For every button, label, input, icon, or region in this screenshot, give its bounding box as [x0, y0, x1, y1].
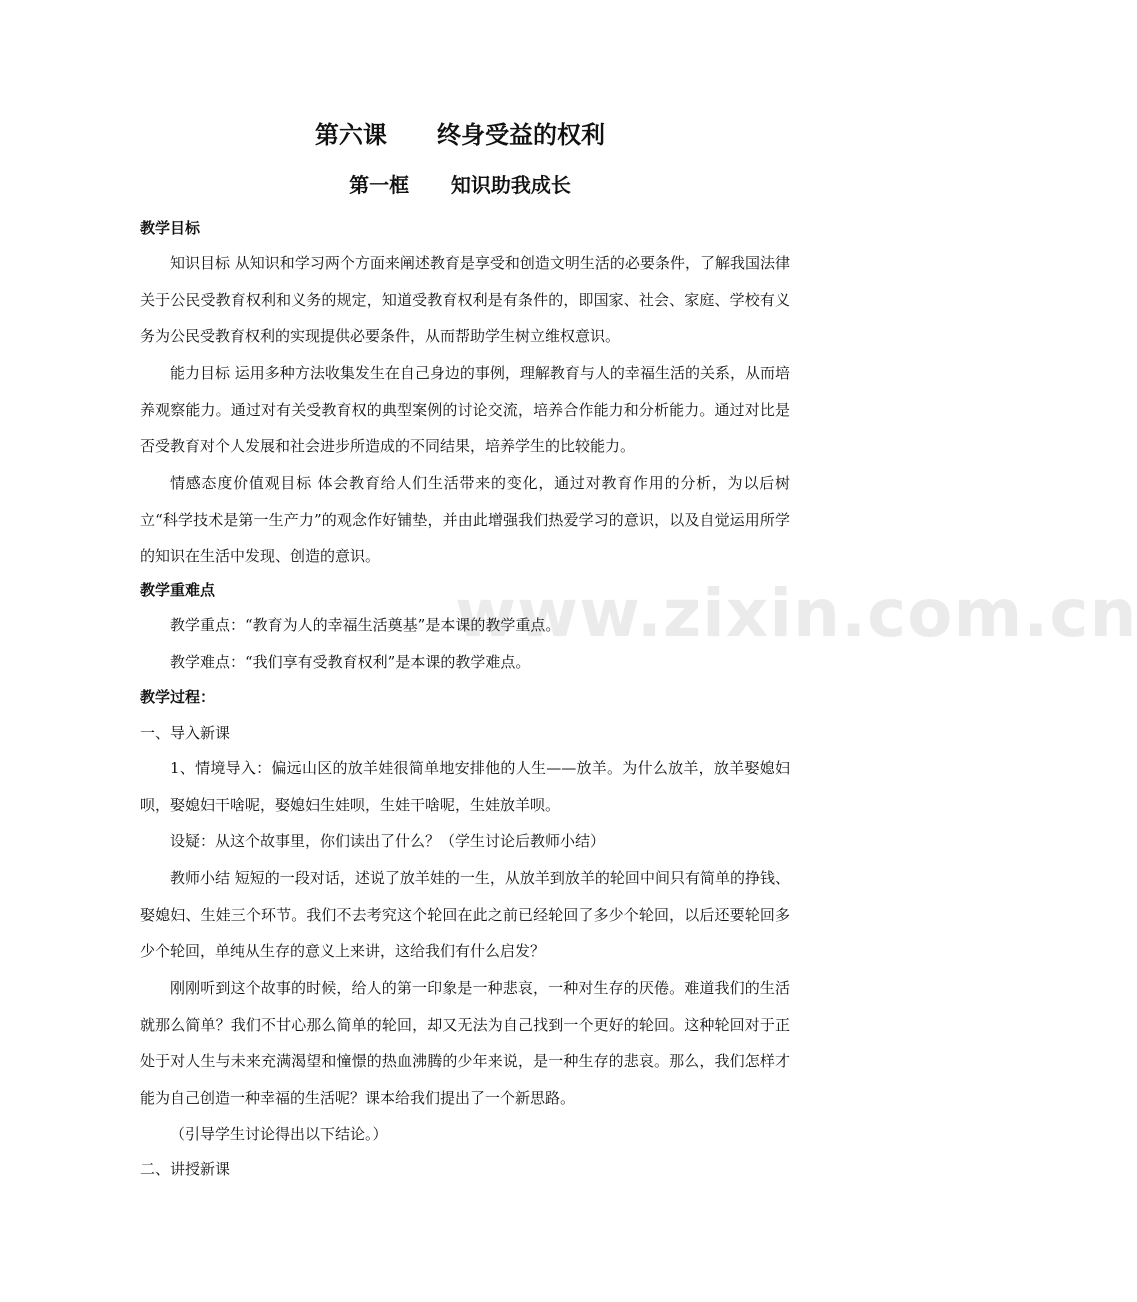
scenario-paragraph: 1、情境导入：偏远山区的放羊娃很简单地安排他的人生——放羊。为什么放羊，放羊娶媳妇呗，娶媳妇干啥呢，娶媳妇生娃呗，生娃干啥呢，生娃放羊呗。 — [140, 759, 790, 814]
key-difficult-heading: 教学重难点 — [140, 581, 216, 599]
question-paragraph: 设疑：从这个故事里，你们读出了什么？（学生讨论后教师小结） — [170, 832, 606, 850]
key-point-paragraph: 教学重点：“教育为人的幸福生活奠基”是本课的教学重点。 — [170, 616, 561, 634]
lesson-subtitle: 第一框 知识助我成长 — [349, 173, 571, 197]
guide-paragraph: （引导学生讨论得出以下结论。） — [170, 1125, 388, 1143]
step1-heading: 一、导入新课 — [140, 724, 231, 742]
difficult-point-paragraph: 教学难点：“我们享有受教育权利”是本课的教学难点。 — [170, 653, 531, 671]
goals-heading: 教学目标 — [140, 219, 201, 237]
teacher-summary-paragraph: 教师小结 短短的一段对话，述说了放羊娃的一生，从放羊到放羊的轮回中间只有简单的挣钱、娶媳妇、生娃三个环节。我们不去考究这个轮回在此之前已经轮回了多少个轮回，以后还要轮回多少个轮回，单纯从生存的意义上来讲，这给我们有什么启发？ — [140, 869, 790, 961]
step2-heading: 二、讲授新课 — [140, 1160, 231, 1178]
lesson-title: 第六课 终身受益的权利 — [314, 121, 606, 149]
goal-ability-paragraph: 能力目标 运用多种方法收集发生在自己身边的事例，理解教育与人的幸福生活的关系，从而培养观察能力。通过对有关受教育权的典型案例的讨论交流，培养合作能力和分析能力。通过对比是否受教育对个人发展和社会进步所造成的不同结果，培养学生的比较能力。 — [140, 364, 790, 456]
process-heading: 教学过程： — [140, 688, 216, 706]
goal-emotion-paragraph: 情感态度价值观目标 体会教育给人们生活带来的变化，通过对教育作用的分析，为以后树立“科学技术是第一生产力”的观念作好铺垫，并由此增强我们热爱学习的意识，以及自觉运用所学的知识在生活中发现、创造的意识。 — [140, 474, 790, 566]
goal-knowledge-paragraph: 知识目标 从知识和学习两个方面来阐述教育是享受和创造文明生活的必要条件，了解我国法律关于公民受教育权利和义务的规定，知道受教育权利是有条件的，即国家、社会、家庭、学校有义务为公民受教育权利的实现提供必要条件，从而帮助学生树立维权意识。 — [140, 254, 790, 346]
watermark: www.zixin.com.cn — [455, 575, 1137, 652]
reflection-paragraph: 刚刚听到这个故事的时候，给人的第一印象是一种悲哀，一种对生存的厌倦。难道我们的生活就那么简单？我们不甘心那么简单的轮回，却又无法为自己找到一个更好的轮回。这种轮回对于正处于对人生与未来充满渴望和憧憬的热血沸腾的少年来说，是一种生存的悲哀。那么，我们怎样才能为自己创造一种幸福的生活呢？课本给我们提出了一个新思路。 — [140, 979, 790, 1108]
